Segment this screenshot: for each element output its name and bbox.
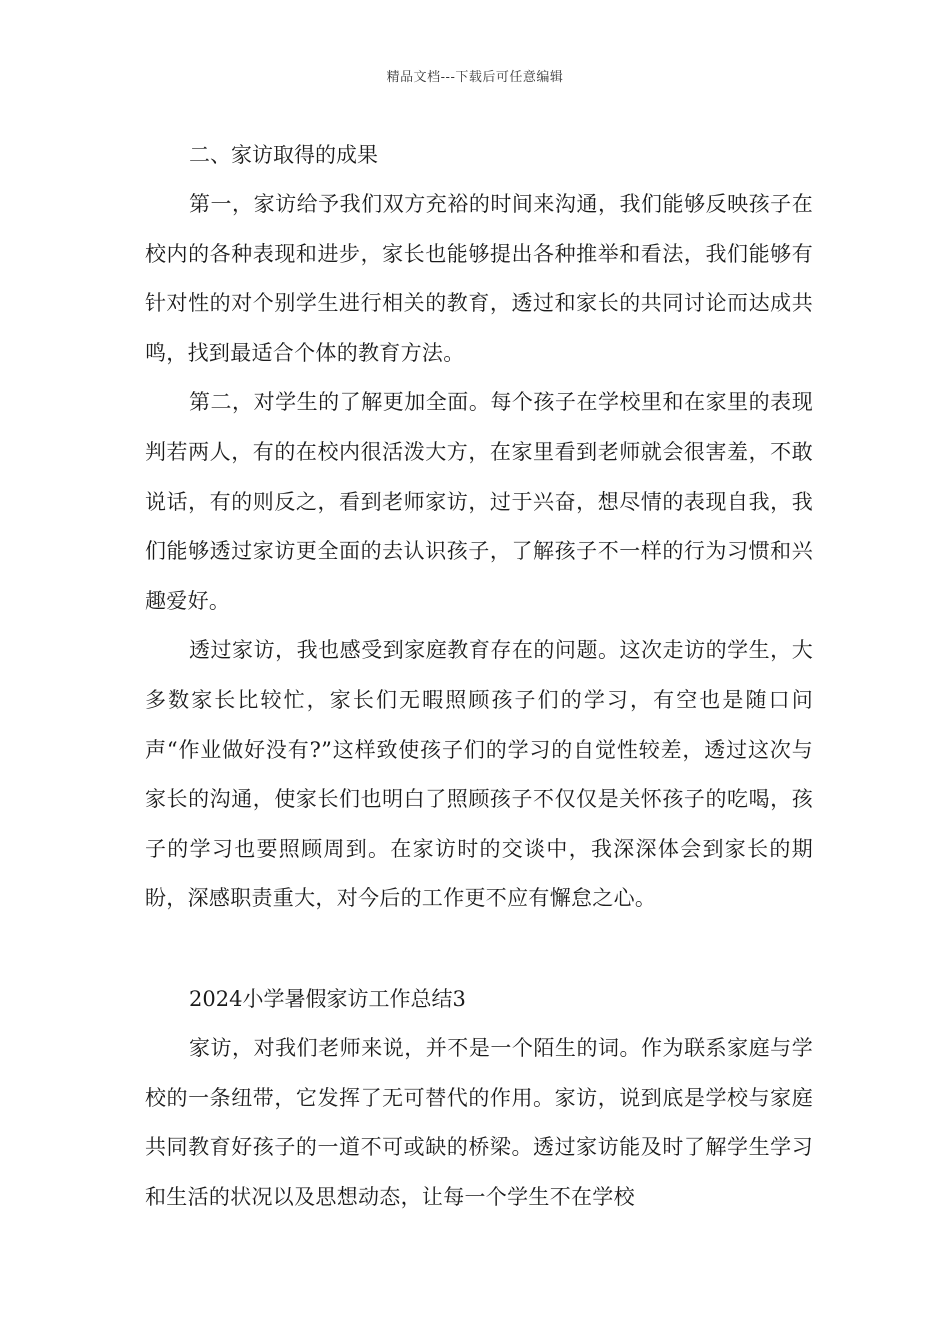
paragraph-article-intro: 家访，对我们老师来说，并不是一个陌生的词。作为联系家庭与学校的一条纽带，它发挥了无可替代的作用。家访，说到底是学校与家庭共同教育好孩子的一道不可或缺的桥梁。透过家访能及时了解学生学习和生活的状况以及思想动态，让每一个学生不在学校 xyxy=(145,1035,813,1209)
document-body xyxy=(145,130,813,1222)
paragraph-first-result: 第一，家访给予我们双方充裕的时间来沟通，我们能够反映孩子在校内的各种表现和进步，家长也能够提出各种推举和看法，我们能够有针对性的对个别学生进行相关的教育，透过和家长的共同讨论而达成共鸣，找到最适合个体的教育方法。 xyxy=(145,192,813,365)
article-title: 2024小学暑假家访工作总结3 xyxy=(189,986,466,1011)
section-spacer xyxy=(145,924,813,974)
paragraph-second-result: 第二，对学生的了解更加全面。每个孩子在学校里和在家里的表现判若两人，有的在校内很活泼大方，在家里看到老师就会很害羞，不敢说话，有的则反之，看到老师家访，过于兴奋，想尽情的表现自我，我们能够透过家访更全面的去认识孩子，了解孩子不一样的行为习惯和兴趣爱好。 xyxy=(145,390,813,613)
page-header: 精品文档---下载后可任意编辑 xyxy=(386,70,564,85)
section-heading: 二、家访取得的成果 xyxy=(189,143,378,167)
paragraph-family-education: 透过家访，我也感受到家庭教育存在的问题。这次走访的学生，大多数家长比较忙，家长们无暇照顾孩子们的学习，有空也是随口问声“作业做好没有?”这样致使孩子们的学习的自觉性较差，透过这次与家长的沟通，使家长们也明白了照顾孩子不仅仅是关怀孩子的吃喝，孩子的学习也要照顾周到。在家访时的交谈中，我深深体会到家长的期盼，深感职责重大，对今后的工作更不应有懈怠之心。 xyxy=(145,638,813,911)
